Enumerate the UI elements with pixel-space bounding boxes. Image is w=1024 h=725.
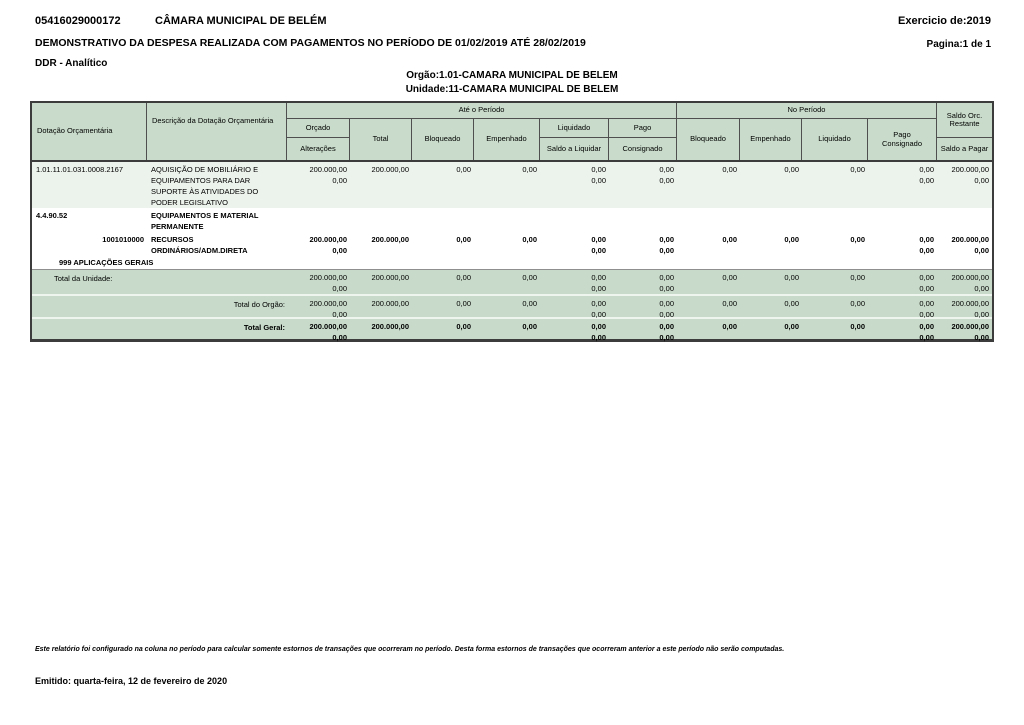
value-line: 200.000,00 xyxy=(371,322,409,331)
value-line: 0,00 xyxy=(659,299,674,308)
cell-np-liquidado xyxy=(802,296,868,320)
table-row-recursos xyxy=(32,232,992,256)
value-line: 0,00 xyxy=(974,176,989,185)
cell-bloqueado xyxy=(412,319,474,343)
value-line: 0,00 xyxy=(784,165,799,174)
value-line: 0,00 xyxy=(974,246,989,255)
value-line: 0,00 xyxy=(974,333,989,342)
value-line: 0,00 xyxy=(722,235,737,244)
value-line: 0,00 xyxy=(591,333,606,342)
value-line: 0,00 xyxy=(784,273,799,282)
desc-line: ORDINÁRIOS/ADM.DIRETA xyxy=(151,246,248,255)
value-line: 200.000,00 xyxy=(371,273,409,282)
table-row-aplicacao xyxy=(32,256,992,269)
value-line: 200.000,00 xyxy=(951,299,989,308)
value-line: 200.000,00 xyxy=(371,299,409,308)
value-line: 0,00 xyxy=(332,310,347,319)
header-total: Total xyxy=(350,119,412,160)
header-empenhado: Empenhado xyxy=(474,119,540,160)
cell-orcado xyxy=(287,296,350,320)
cell-bloqueado xyxy=(412,162,474,208)
organization-name: CÂMARA MUNICIPAL DE BELÉM xyxy=(155,15,327,27)
cell-orcado xyxy=(287,232,350,256)
header-np-empenhado: Empenhado xyxy=(740,119,802,160)
value-line: 0,00 xyxy=(456,165,471,174)
desc-line: AQUISIÇÃO DE MOBILIÁRIO E xyxy=(151,165,259,174)
value-line: 0,00 xyxy=(850,235,865,244)
value-line: 0,00 xyxy=(456,235,471,244)
cell-bloqueado xyxy=(412,270,474,294)
header-np-bloqueado: Bloqueado xyxy=(677,119,740,160)
cell-total xyxy=(350,319,412,343)
total-unidade-label: Total da Unidade: xyxy=(54,274,113,283)
table-row-total-orgao xyxy=(32,294,992,317)
header-bloqueado: Bloqueado xyxy=(412,119,474,160)
value-line: 0,00 xyxy=(456,273,471,282)
cell-natureza-desc xyxy=(147,208,287,232)
cell-recursos-desc xyxy=(147,232,287,256)
cell-total xyxy=(350,296,412,320)
cell-np-liquidado xyxy=(802,162,868,208)
value-line: 200.000,00 xyxy=(309,165,347,174)
value-line: 0,00 xyxy=(919,246,934,255)
value-line: 0,00 xyxy=(919,299,934,308)
cell-empenhado xyxy=(474,296,540,320)
value-line: 0,00 xyxy=(722,299,737,308)
header-orcado: Orçado xyxy=(287,119,350,138)
cell-total xyxy=(350,270,412,294)
value-line: 0,00 xyxy=(722,165,737,174)
desc-line: PODER LEGISLATIVO xyxy=(151,198,228,207)
cell-np-empenhado xyxy=(740,232,802,256)
cell-np-bloqueado xyxy=(677,319,740,343)
cell-orcado xyxy=(287,270,350,294)
total-orgao-label: Total do Orgão: xyxy=(233,300,285,309)
value-line: 0,00 xyxy=(850,299,865,308)
value-line: 0,00 xyxy=(659,176,674,185)
header-descricao-line1: Descrição da Dotação xyxy=(152,116,226,125)
cell-liquidado xyxy=(540,270,609,294)
value-line: 0,00 xyxy=(456,322,471,331)
header-saldo-liquidar: Saldo a Liquidar xyxy=(540,138,609,160)
cell-bloqueado xyxy=(412,232,474,256)
value-line: 0,00 xyxy=(591,165,606,174)
cell-dotacao-desc xyxy=(147,162,287,208)
value-line: 0,00 xyxy=(919,284,934,293)
report-title: DEMONSTRATIVO DA DESPESA REALIZADA COM PAGAMENTOS NO PERÍODO DE 01/02/2019 ATÉ 28/02/2019 xyxy=(35,37,586,49)
value-line: 200.000,00 xyxy=(951,235,989,244)
cell-liquidado xyxy=(540,162,609,208)
cell-np-pago xyxy=(868,270,937,294)
cell-np-bloqueado xyxy=(677,270,740,294)
cell-natureza-code: 4.4.90.52 xyxy=(36,211,68,220)
table-header xyxy=(32,103,992,162)
value-line: 0,00 xyxy=(974,284,989,293)
value-line: 0,00 xyxy=(919,333,934,342)
header-consignado: Consignado xyxy=(609,138,677,160)
cell-np-empenhado xyxy=(740,270,802,294)
table-row-total-unidade xyxy=(32,269,992,294)
cell-liquidado xyxy=(540,319,609,343)
value-line: 200.000,00 xyxy=(371,235,409,244)
cell-empenhado xyxy=(474,319,540,343)
value-line: 0,00 xyxy=(919,273,934,282)
value-line: 0,00 xyxy=(659,165,674,174)
cell-saldo xyxy=(937,270,992,294)
cell-bloqueado xyxy=(412,296,474,320)
value-line: 0,00 xyxy=(919,235,934,244)
saldo-orc-line1: Saldo Orc. xyxy=(946,110,983,120)
value-line: 0,00 xyxy=(659,273,674,282)
cell-np-pago xyxy=(868,296,937,320)
value-line: 0,00 xyxy=(591,299,606,308)
value-line: 200.000,00 xyxy=(371,165,409,174)
cell-orcado xyxy=(287,162,350,208)
cell-np-empenhado xyxy=(740,319,802,343)
cell-pago xyxy=(609,296,677,320)
value-line: 0,00 xyxy=(722,322,737,331)
value-line: 0,00 xyxy=(659,235,674,244)
orgao-line: Orgão:1.01-CAMARA MUNICIPAL DE BELEM xyxy=(406,70,618,81)
cell-np-pago xyxy=(868,232,937,256)
expense-table xyxy=(30,101,994,342)
desc-line: EQUIPAMENTOS E MATERIAL xyxy=(151,211,259,220)
value-line: 200.000,00 xyxy=(309,299,347,308)
value-line: 0,00 xyxy=(850,273,865,282)
value-line: 0,00 xyxy=(591,273,606,282)
report-footnote: Este relatório foi configurado na coluna no período para calcular somente estornos de transações que ocorreram no período. Desta forma estornos de transações que ocorreram anterior a este período não serão computadas. xyxy=(35,646,785,653)
cell-pago xyxy=(609,319,677,343)
cell-np-liquidado xyxy=(802,319,868,343)
header-liquidado: Liquidado xyxy=(540,119,609,138)
table-row-dotacao xyxy=(32,162,992,208)
value-line: 0,00 xyxy=(522,273,537,282)
value-line: 0,00 xyxy=(591,246,606,255)
cell-pago xyxy=(609,232,677,256)
value-line: 0,00 xyxy=(522,299,537,308)
desc-line: RECURSOS xyxy=(151,235,194,244)
value-line: 200.000,00 xyxy=(309,322,347,331)
report-type: DDR - Analítico xyxy=(35,58,108,69)
cell-np-empenhado xyxy=(740,162,802,208)
header-saldo-pagar: Saldo a Pagar xyxy=(940,143,989,153)
header-descricao xyxy=(147,103,287,160)
value-line: 0,00 xyxy=(591,310,606,319)
page-number: Pagina:1 de 1 xyxy=(926,39,991,50)
table-row-total-geral xyxy=(32,317,992,342)
value-line: 0,00 xyxy=(784,299,799,308)
value-line: 0,00 xyxy=(919,176,934,185)
value-line: 0,00 xyxy=(591,235,606,244)
cell-empenhado xyxy=(474,270,540,294)
document-number: 05416029000172 xyxy=(35,15,121,27)
value-line: 0,00 xyxy=(659,322,674,331)
header-pago: Pago xyxy=(609,119,677,138)
cell-np-liquidado xyxy=(802,232,868,256)
value-line: 0,00 xyxy=(919,322,934,331)
cell-saldo xyxy=(937,162,992,208)
cell-np-bloqueado xyxy=(677,162,740,208)
cell-dotacao-code: 1.01.11.01.031.0008.2167 xyxy=(36,165,124,174)
desc-line: SUPORTE ÀS ATIVIDADES DO xyxy=(151,187,259,196)
cell-empenhado xyxy=(474,162,540,208)
exercise-year: Exercicio de:2019 xyxy=(898,15,991,27)
cell-saldo xyxy=(937,296,992,320)
value-line: 0,00 xyxy=(659,284,674,293)
header-np-pago-consignado xyxy=(868,119,937,160)
np-pago-line2: Consignado xyxy=(881,138,923,148)
unidade-line: Unidade:11-CAMARA MUNICIPAL DE BELEM xyxy=(405,84,619,95)
value-line: 0,00 xyxy=(659,246,674,255)
header-saldo-orc-restante xyxy=(937,103,992,138)
value-line: 0,00 xyxy=(332,246,347,255)
header-descricao-line2: Orçamentária xyxy=(227,116,274,125)
value-line: 0,00 xyxy=(332,284,347,293)
cell-np-bloqueado xyxy=(677,296,740,320)
cell-pago xyxy=(609,162,677,208)
value-line: 0,00 xyxy=(522,165,537,174)
value-line: 0,00 xyxy=(919,310,934,319)
value-line: 0,00 xyxy=(659,333,674,342)
cell-recursos-code: 1001010000 xyxy=(102,235,144,244)
desc-line: PERMANENTE xyxy=(151,222,204,231)
value-line: 200.000,00 xyxy=(951,273,989,282)
value-line: 0,00 xyxy=(591,322,606,331)
desc-line: EQUIPAMENTOS PARA DAR xyxy=(151,176,251,185)
value-line: 0,00 xyxy=(591,176,606,185)
cell-orcado xyxy=(287,319,350,343)
header-alteracoes: Alterações xyxy=(287,138,350,160)
value-line: 200.000,00 xyxy=(951,322,989,331)
value-line: 0,00 xyxy=(784,235,799,244)
table-row-natureza xyxy=(32,208,992,232)
cell-saldo xyxy=(937,232,992,256)
value-line: 200.000,00 xyxy=(309,273,347,282)
cell-liquidado xyxy=(540,296,609,320)
value-line: 0,00 xyxy=(784,322,799,331)
np-pago-line1: Pago xyxy=(893,130,911,139)
value-line: 0,00 xyxy=(974,310,989,319)
cell-total xyxy=(350,162,412,208)
total-geral-label: Total Geral: xyxy=(243,323,285,332)
value-line: 0,00 xyxy=(850,165,865,174)
cell-liquidado xyxy=(540,232,609,256)
header-dotacao: Dotação Orçamentária xyxy=(32,103,147,160)
cell-pago xyxy=(609,270,677,294)
value-line: 0,00 xyxy=(456,299,471,308)
value-line: 0,00 xyxy=(332,176,347,185)
cell-saldo xyxy=(937,319,992,343)
emitted-date: Emitido: quarta-feira, 12 de fevereiro de 2020 xyxy=(35,676,228,686)
cell-aplicacao: 999 APLICAÇÕES GERAIS xyxy=(59,258,154,267)
header-group-no-periodo: No Período xyxy=(677,103,937,119)
value-line: 200.000,00 xyxy=(951,165,989,174)
cell-np-liquidado xyxy=(802,270,868,294)
header-np-liquidado: Liquidado xyxy=(802,119,868,160)
value-line: 0,00 xyxy=(522,322,537,331)
cell-np-pago xyxy=(868,319,937,343)
value-line: 0,00 xyxy=(522,235,537,244)
value-line: 0,00 xyxy=(332,333,347,342)
cell-np-empenhado xyxy=(740,296,802,320)
cell-np-bloqueado xyxy=(677,232,740,256)
cell-empenhado xyxy=(474,232,540,256)
value-line: 0,00 xyxy=(850,322,865,331)
value-line: 200.000,00 xyxy=(309,235,347,244)
cell-total xyxy=(350,232,412,256)
value-line: 0,00 xyxy=(722,273,737,282)
header-group-ate-periodo: Até o Período xyxy=(287,103,677,119)
value-line: 0,00 xyxy=(919,165,934,174)
saldo-orc-line2: Restante xyxy=(949,119,980,128)
value-line: 0,00 xyxy=(591,284,606,293)
cell-np-pago xyxy=(868,162,937,208)
value-line: 0,00 xyxy=(659,310,674,319)
